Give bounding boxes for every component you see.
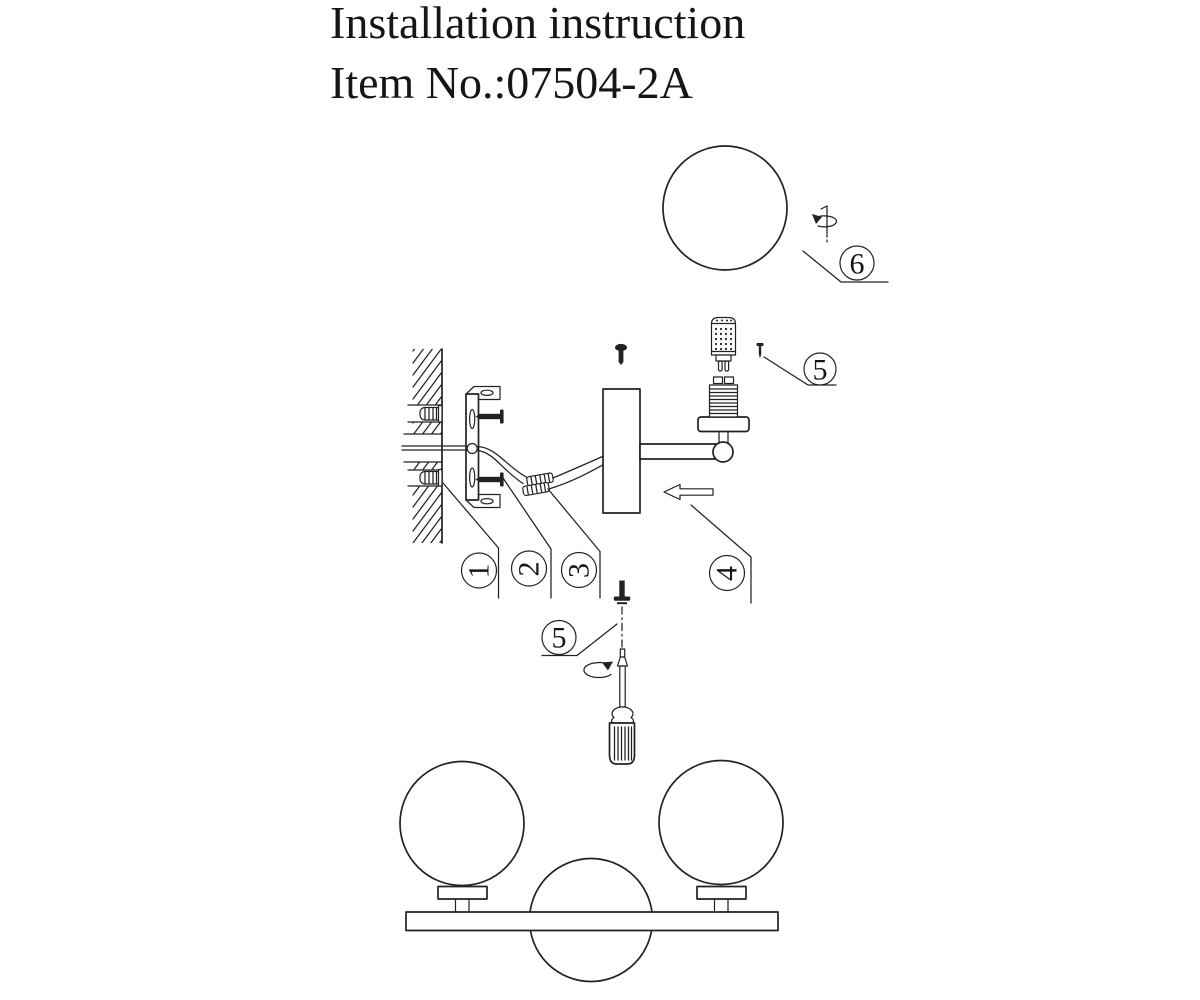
globe-base <box>438 887 487 900</box>
globe-stem <box>456 899 470 913</box>
socket-terminal <box>714 377 723 384</box>
balloon-4-label: 4 <box>710 566 744 581</box>
item-number: Item No.:07504-2A <box>330 57 693 108</box>
wall-anchor <box>420 470 442 487</box>
canopy-plate <box>603 389 640 513</box>
globe-stem <box>715 899 729 913</box>
wall-anchor <box>420 406 442 423</box>
socket-base-plate <box>698 417 749 432</box>
globe-base <box>697 887 746 900</box>
bracket-top-hole <box>481 390 493 395</box>
bracket-slot <box>470 410 475 429</box>
socket-terminal <box>725 377 734 384</box>
fixture-bar <box>406 912 778 931</box>
ball-joint <box>713 442 733 462</box>
balloon-5-top-label: 5 <box>812 353 828 387</box>
glass-globe <box>663 146 787 270</box>
g9-bulb-pin <box>719 361 723 371</box>
right-globe <box>659 761 783 885</box>
balloon-6-label: 6 <box>849 247 865 281</box>
g9-bulb-neck <box>716 355 731 361</box>
bracket-wire-hole <box>467 444 477 454</box>
g9-bulb-pin <box>725 361 729 371</box>
balloon-3-label: 3 <box>562 563 596 578</box>
fixture-arm <box>640 444 716 459</box>
bracket-slot <box>470 468 475 487</box>
page-title: Installation instruction <box>330 0 746 48</box>
left-globe <box>400 762 524 886</box>
balloon-1-label: 1 <box>462 563 496 579</box>
balloon-5-bottom-label: 5 <box>551 621 567 655</box>
bracket-bottom-hole <box>481 499 493 504</box>
balloon-2-label: 2 <box>512 561 546 577</box>
